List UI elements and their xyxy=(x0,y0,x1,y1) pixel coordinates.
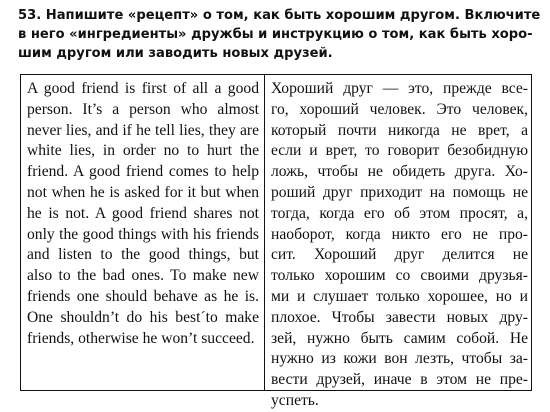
russian-line: роший друг приходит на помощь не xyxy=(271,183,528,201)
column-divider xyxy=(264,74,265,391)
english-line: not when he is asked for it but when xyxy=(27,183,259,201)
english-line: never lies, and if he tell lies, they are xyxy=(27,121,259,139)
english-line: friend. A good friend comes to help xyxy=(27,163,259,181)
russian-line: нужно из кожи вон лезть, чтобы за- xyxy=(271,350,528,368)
english-line: A good friend is first of all a good xyxy=(27,80,259,97)
russian-line: плохое. Чтобы завести новых дру- xyxy=(271,308,528,326)
russian-line: вести друзей, иначе в этом не пре- xyxy=(271,371,528,389)
task-heading-line: в него «ингредиенты» дружбы и инструкцию о том, как быть хоро- xyxy=(18,27,533,42)
english-line: he is not. A good friend shares not xyxy=(27,204,259,222)
russian-line: тогда, когда его об этом просят, а, xyxy=(271,204,528,222)
english-line: One shouldn’t do his best´to make xyxy=(27,308,259,326)
english-line: and listen to the good things, but xyxy=(27,246,259,264)
russian-line: го, хороший человек. Это человек, xyxy=(271,100,528,118)
task-heading xyxy=(18,6,548,63)
english-column xyxy=(27,79,259,349)
russian-line: если и врет, то говорит безобидную xyxy=(271,142,528,160)
russian-line: зей, нужно быть самим собой. Не xyxy=(271,329,528,347)
task-heading-line: 53. Напишите «рецепт» о том, как быть хорошим другом. Включите xyxy=(18,8,541,23)
russian-line: Хороший друг — это, прежде все- xyxy=(271,80,528,97)
english-line: person. It’s a person who almost xyxy=(27,100,259,118)
russian-line: ми и слушает только хорошее, но и xyxy=(271,287,528,305)
russian-line: который почти никогда не врет, а xyxy=(271,121,528,139)
russian-line: ложь, чтобы не обидеть друга. Хо- xyxy=(271,163,528,181)
russian-line: успеть. xyxy=(271,391,319,409)
russian-line: только хорошим со своими друзья- xyxy=(271,267,528,285)
russian-line: сит. Хороший друг делится не xyxy=(271,246,528,264)
english-line: white lies, in order no to hurt the xyxy=(27,142,259,160)
task-heading-line: шим другом или заводить новых друзей. xyxy=(18,46,333,61)
english-line: only the good things with his friends xyxy=(27,225,259,243)
english-line: also to the bad ones. To make new xyxy=(27,267,259,285)
english-line: friends one should behave as he is. xyxy=(27,287,259,305)
english-line: friends, otherwise he won’t succeed. xyxy=(27,329,255,347)
russian-line: наоборот, когда никто его не про- xyxy=(271,225,528,243)
russian-column xyxy=(271,79,528,412)
